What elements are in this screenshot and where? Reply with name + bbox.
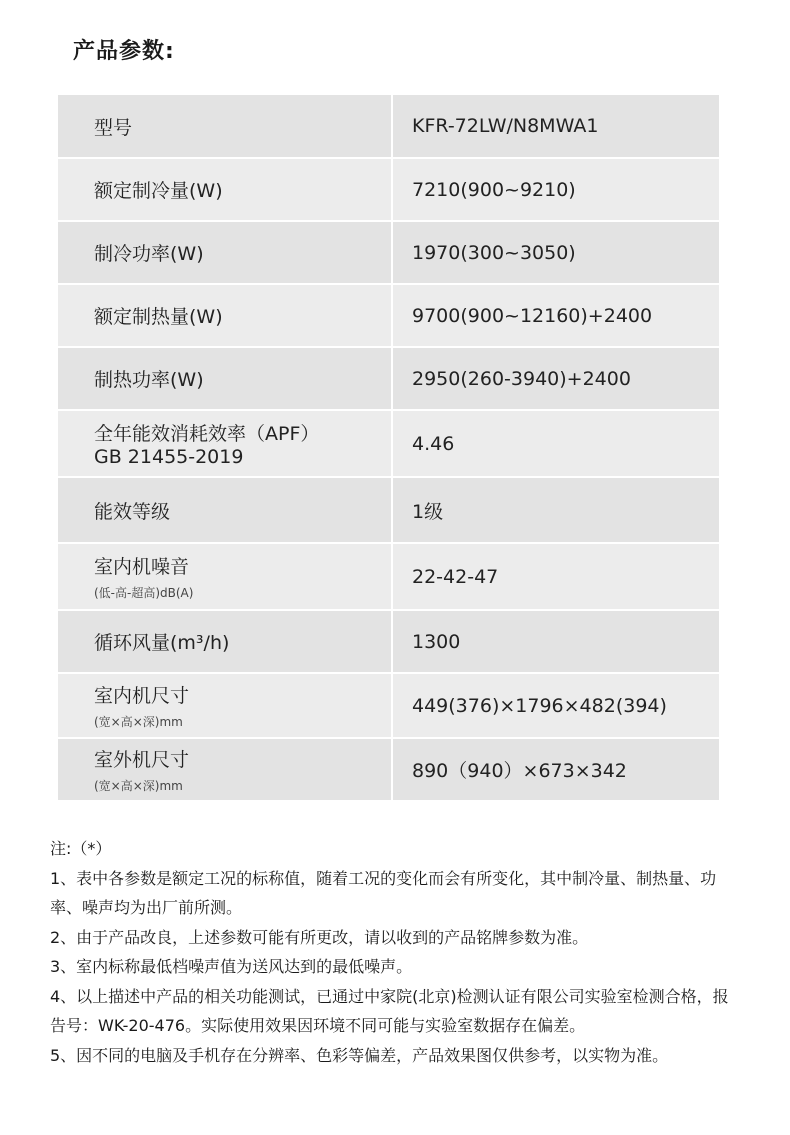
table-row — [58, 477, 719, 543]
table-row — [58, 221, 719, 284]
row-value: 890（940）×673×342 — [392, 738, 719, 801]
row-label: 制热功率(W) — [58, 347, 392, 410]
table-row — [58, 610, 719, 673]
note-item: 1、表中各参数是额定工况的标称值，随着工况的变化而会有所变化，其中制冷量、制热量、功率、噪声均为出厂前所测。 — [50, 868, 717, 917]
row-value: 1级 — [392, 477, 719, 543]
row-label: 循环风量(m³/h) — [58, 610, 392, 673]
row-value: KFR-72LW/N8MWA1 — [392, 95, 719, 158]
page-title: 产品参数: — [73, 39, 175, 64]
row-label: 型号 — [58, 95, 392, 158]
row-value: 4.46 — [392, 410, 719, 477]
row-label: 制冷功率(W) — [58, 221, 392, 284]
row-value: 449(376)×1796×482(394) — [392, 673, 719, 738]
spec-table — [58, 95, 719, 802]
row-value: 1970(300~3050) — [392, 221, 719, 284]
row-sublabel: (宽×高×深)mm — [94, 715, 183, 729]
table-row — [58, 738, 719, 801]
note-item: 5、因不同的电脑及手机存在分辨率、色彩等偏差，产品效果图仅供参考，以实物为准。 — [50, 1045, 669, 1065]
table-row — [58, 410, 719, 477]
row-sublabel: (低-高-超高)dB(A) — [94, 586, 194, 600]
notes-heading: 注:（*） — [50, 839, 112, 858]
table-row — [58, 95, 719, 158]
notes-section — [50, 834, 740, 1070]
row-label: 全年能效消耗效率（APF） GB 21455-2019 — [58, 410, 392, 477]
row-value: 9700(900~12160)+2400 — [392, 284, 719, 347]
table-row — [58, 347, 719, 410]
row-label: 额定制冷量(W) — [58, 158, 392, 221]
row-label: 室内机噪音 (低-高-超高)dB(A) — [58, 543, 392, 610]
row-value: 7210(900~9210) — [392, 158, 719, 221]
row-sublabel: (宽×高×深)mm — [94, 779, 183, 793]
table-row — [58, 158, 719, 221]
row-label: 额定制热量(W) — [58, 284, 392, 347]
table-row — [58, 543, 719, 610]
row-value: 22-42-47 — [392, 543, 719, 610]
row-label: 室外机尺寸 (宽×高×深)mm — [58, 738, 392, 801]
table-row — [58, 673, 719, 738]
row-label: 室内机尺寸 (宽×高×深)mm — [58, 673, 392, 738]
note-item: 2、由于产品改良，上述参数可能有所更改，请以收到的产品铭牌参数为准。 — [50, 927, 589, 947]
note-item: 3、室内标称最低档噪声值为送风达到的最低噪声。 — [50, 957, 413, 976]
note-item: 4、以上描述中产品的相关功能测试，已通过中家院(北京)检测认证有限公司实验室检测合格，报告号：WK-20-476。实际使用效果因环境不同可能与实验室数据存在偏差。 — [50, 986, 729, 1035]
table-row — [58, 284, 719, 347]
row-value: 1300 — [392, 610, 719, 673]
row-label: 能效等级 — [58, 477, 392, 543]
row-value: 2950(260-3940)+2400 — [392, 347, 719, 410]
